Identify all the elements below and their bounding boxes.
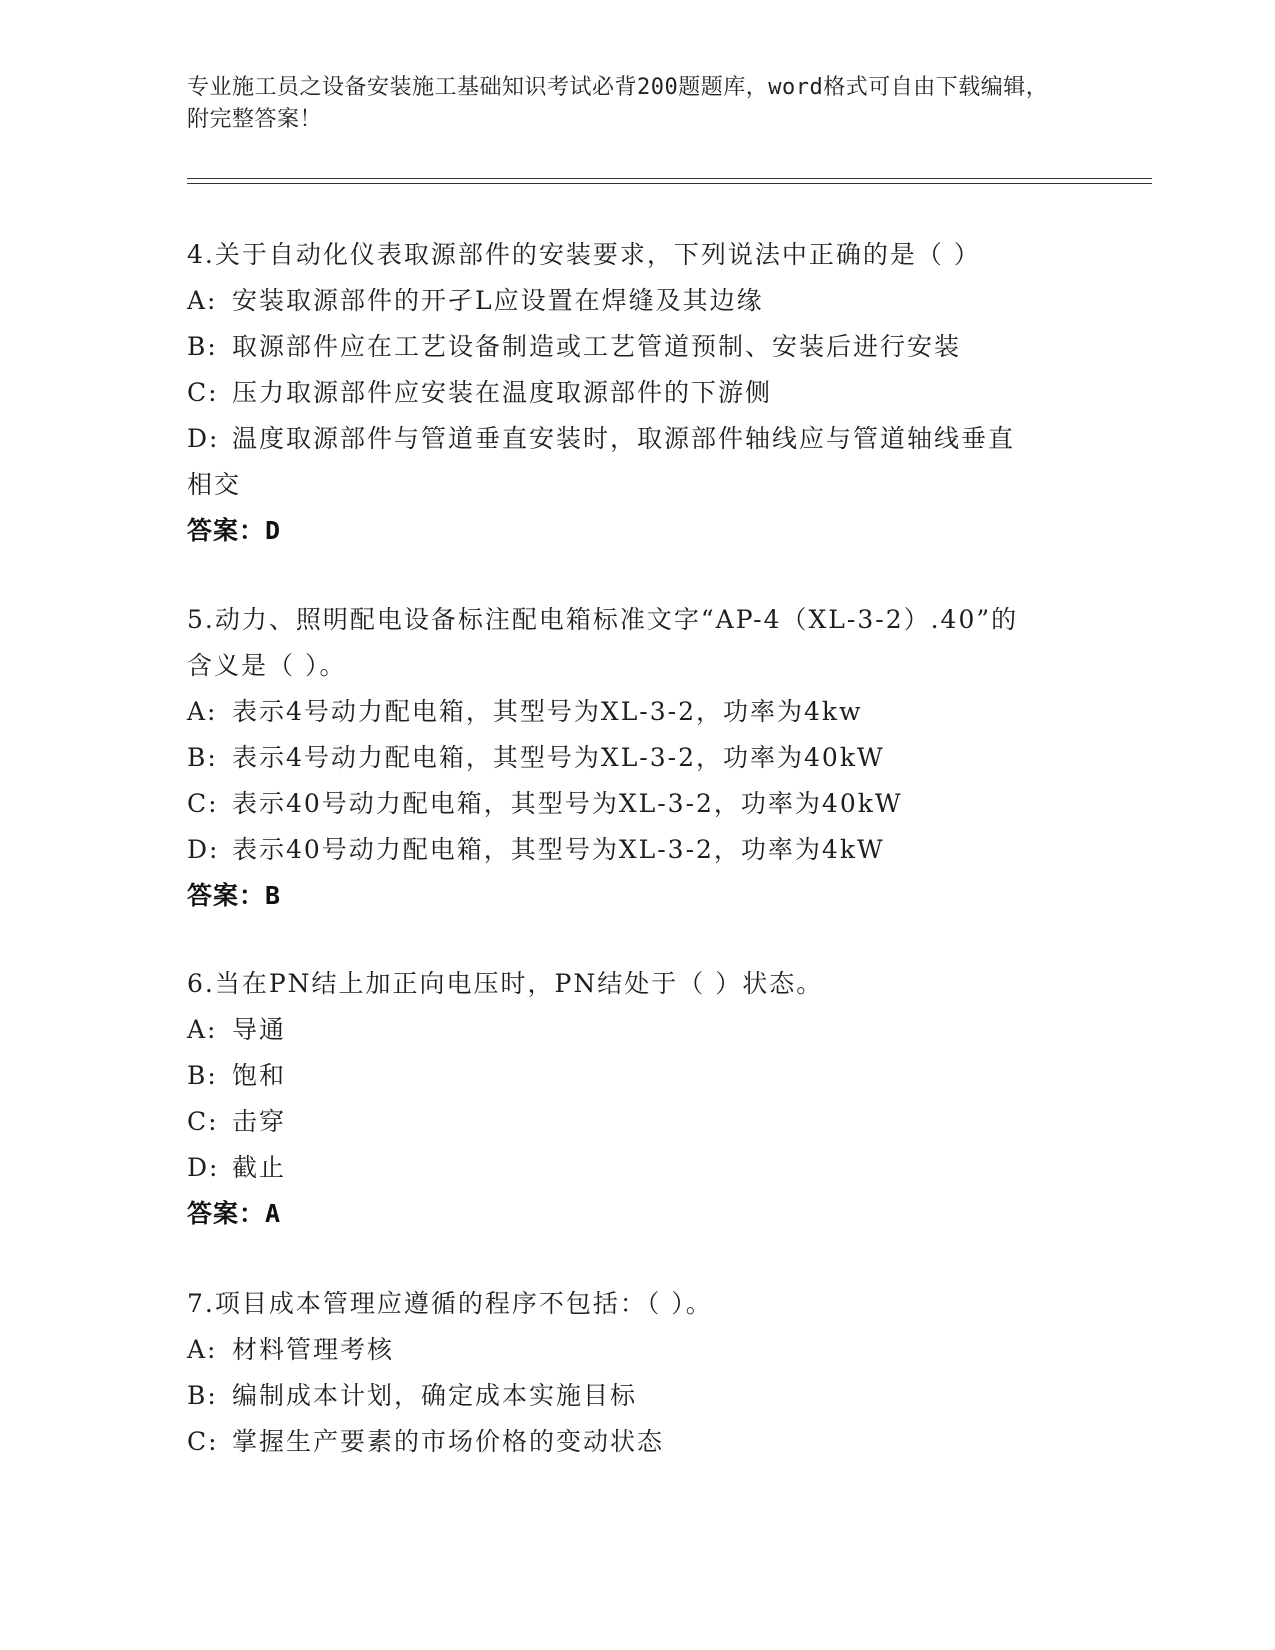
question-stem: 7.项目成本管理应遵循的程序不包括：（ ）。 (187, 1289, 713, 1318)
option-a (187, 689, 1087, 735)
option-b (187, 324, 1087, 370)
option-label: D: (187, 424, 220, 453)
option-label: A: (187, 697, 218, 726)
option-label: B: (187, 1061, 218, 1090)
option-text: 截止 (232, 1153, 287, 1182)
answer-label: 答案：D (187, 516, 282, 545)
option-label: B: (187, 332, 218, 361)
option-c (187, 781, 1087, 827)
option-text: 安装取源部件的开孑L应设置在焊缝及其边缘 (232, 286, 764, 315)
question-stem-continuation: 含义是（ ）。 (187, 651, 347, 680)
option-text: 表示40号动力配电箱，其型号为XL-3-2，功率为4kW (232, 835, 885, 864)
question-stem: 6.当在PN结上加正向电压时，PN结处于（ ）状态。 (187, 969, 824, 998)
option-text: 温度取源部件与管道垂直安装时，取源部件轴线应与管道轴线垂直 (232, 424, 1016, 453)
question-4 (187, 232, 1087, 554)
option-label: C: (187, 1427, 219, 1456)
option-text: 饱和 (232, 1061, 287, 1090)
option-text: 取源部件应在工艺设备制造或工艺管道预制、安装后进行安装 (232, 332, 962, 361)
option-b (187, 1373, 1087, 1419)
option-label: D: (187, 835, 220, 864)
question-stem: 5.动力、照明配电设备标注配电箱标准文字“AP-4（XL-3-2）.40”的 (187, 605, 1019, 634)
option-c (187, 1419, 1087, 1465)
option-b (187, 735, 1087, 781)
option-label: A: (187, 1335, 218, 1364)
option-label: C: (187, 789, 219, 818)
option-label: C: (187, 1107, 219, 1136)
option-text: 表示4号动力配电箱，其型号为XL-3-2，功率为4kw (232, 697, 863, 726)
option-text: 表示4号动力配电箱，其型号为XL-3-2，功率为40kW (232, 743, 885, 772)
answer-label: 答案：A (187, 1199, 282, 1228)
option-text: 编制成本计划，确定成本实施目标 (232, 1381, 638, 1410)
document-header-title: 专业施工员之设备安装施工基础知识考试必背200题题库，word格式可自由下载编辑，附完整答案！ (187, 75, 1049, 132)
option-text: 表示40号动力配电箱，其型号为XL-3-2，功率为40kW (232, 789, 903, 818)
option-a (187, 1007, 1087, 1053)
option-label: A: (187, 286, 218, 315)
option-text: 压力取源部件应安装在温度取源部件的下游侧 (232, 378, 773, 407)
question-7 (187, 1281, 1087, 1465)
option-b (187, 1053, 1087, 1099)
option-d (187, 827, 1087, 873)
option-text: 材料管理考核 (232, 1335, 395, 1364)
header-divider-top (187, 178, 1152, 179)
option-text: 导通 (232, 1015, 287, 1044)
question-6 (187, 961, 1087, 1237)
option-label: B: (187, 743, 218, 772)
option-a (187, 278, 1087, 324)
header-divider-bottom (187, 183, 1152, 184)
option-a (187, 1327, 1087, 1373)
answer-label: 答案：B (187, 881, 282, 910)
option-label: B: (187, 1381, 218, 1410)
option-c (187, 1099, 1087, 1145)
option-label: A: (187, 1015, 218, 1044)
option-d (187, 416, 1087, 462)
question-stem: 4.关于自动化仪表取源部件的安装要求，下列说法中正确的是（ ） (187, 240, 981, 269)
option-d-continuation: 相交 (187, 470, 242, 499)
option-d (187, 1145, 1087, 1191)
option-c (187, 370, 1087, 416)
option-text: 击穿 (232, 1107, 287, 1136)
option-label: C: (187, 378, 219, 407)
option-text: 掌握生产要素的市场价格的变动状态 (232, 1427, 665, 1456)
question-5 (187, 597, 1087, 919)
option-label: D: (187, 1153, 220, 1182)
